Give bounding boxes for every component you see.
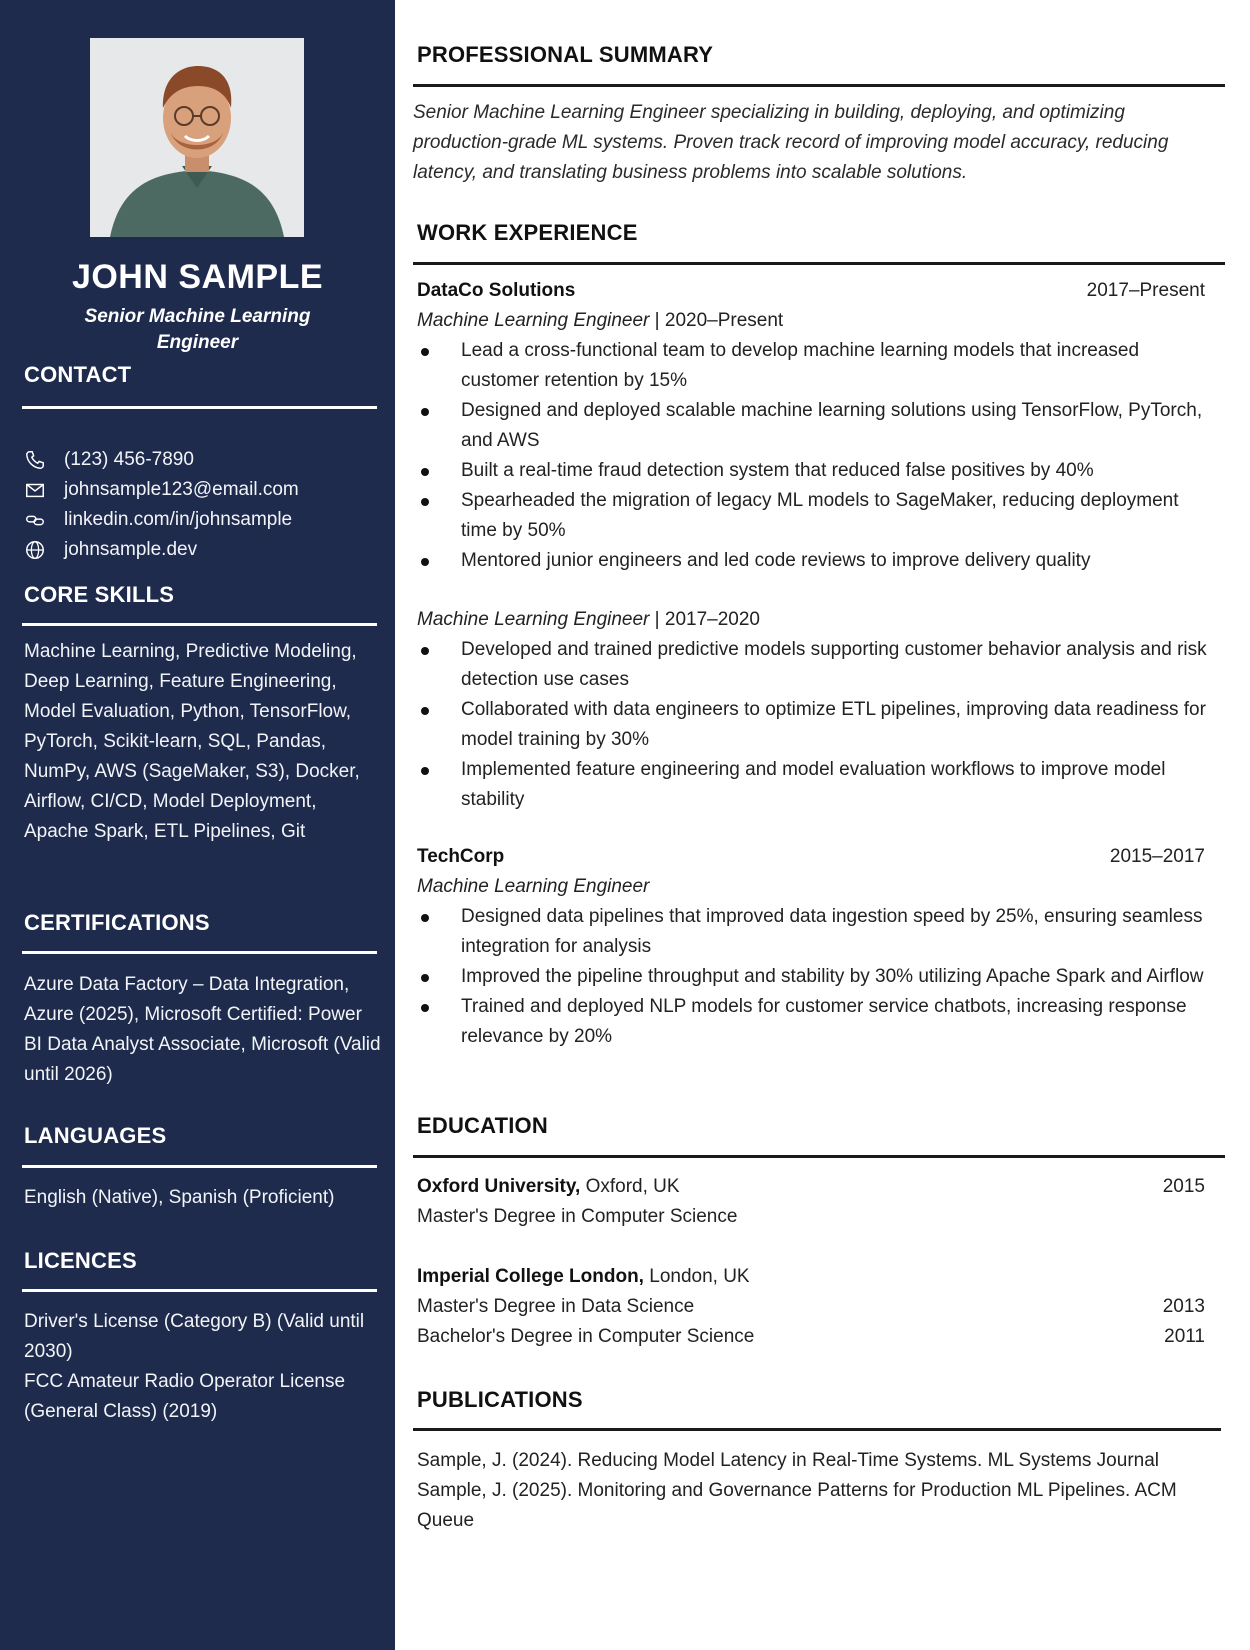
person-name: JOHN SAMPLE bbox=[71, 258, 324, 296]
phone-icon bbox=[24, 449, 46, 471]
bullet-item: Built a real-time fraud detection system that reduced false positives by 40% bbox=[417, 456, 1217, 486]
bullet-list bbox=[417, 902, 1217, 1052]
bullet-item: Improved the pipeline throughput and stability by 30% utilizing Apache Spark and Airflow bbox=[417, 962, 1217, 992]
publications-list bbox=[417, 1446, 1217, 1536]
skills-divider bbox=[22, 623, 377, 626]
role-period: 2017–2020 bbox=[664, 609, 760, 630]
degree-name: Master's Degree in Computer Science bbox=[417, 1206, 738, 1227]
person-title: Senior Machine Learning Engineer bbox=[84, 306, 311, 353]
degree-year: 2013 bbox=[1162, 1296, 1205, 1317]
bullet-list bbox=[417, 635, 1217, 815]
bullet-item: Designed data pipelines that improved data ingestion speed by 25%, ensuring seamless integration for analysis bbox=[417, 902, 1217, 962]
bullet-item: Designed and deployed scalable machine learning solutions using TensorFlow, PyTorch, and AWS bbox=[417, 396, 1217, 456]
school-year: 2015 bbox=[1162, 1176, 1205, 1197]
role-period: 2020–Present bbox=[664, 310, 784, 331]
certifications-text: Azure Data Factory – Data Integration, Azure (2025), Microsoft Certified: Power BI Data Analyst Associate, Microsoft (Valid until 2026) bbox=[24, 974, 381, 1085]
bullet-item: Lead a cross-functional team to develop machine learning models that increased customer retention by 15% bbox=[417, 336, 1217, 396]
contact-list bbox=[24, 445, 384, 565]
licence-item: FCC Amateur Radio Operator License (General Class) (2019) bbox=[24, 1371, 346, 1422]
languages-heading: LANGUAGES bbox=[24, 1123, 167, 1148]
company-name: TechCorp bbox=[417, 846, 505, 867]
experience-divider bbox=[413, 262, 1225, 265]
contact-phone[interactable] bbox=[24, 445, 384, 475]
certifications-heading: CERTIFICATIONS bbox=[24, 910, 210, 935]
profile-photo bbox=[90, 38, 304, 237]
certifications-divider bbox=[22, 951, 377, 954]
school-name: Oxford University, bbox=[417, 1176, 581, 1197]
role-line bbox=[417, 872, 1217, 902]
contact-website[interactable] bbox=[24, 535, 384, 565]
contact-linkedin[interactable] bbox=[24, 505, 384, 535]
school-imperial bbox=[417, 1262, 1217, 1352]
job-dataco-earlier-role bbox=[417, 605, 1217, 815]
summary-text: Senior Machine Learning Engineer specializing in building, deploying, and optimizing production-grade ML systems. Proven track record of improving model accuracy, reducing latency, and translating business problems into scalable solutions. bbox=[413, 102, 1169, 183]
bullet-item: Mentored junior engineers and led code reviews to improve delivery quality bbox=[417, 546, 1217, 576]
licence-item: Driver's License (Category B) (Valid until 2030) bbox=[24, 1311, 365, 1362]
mail-icon bbox=[24, 479, 46, 501]
school-oxford bbox=[417, 1172, 1217, 1232]
school-location: Oxford, UK bbox=[585, 1176, 680, 1197]
bullet-item: Implemented feature engineering and model evaluation workflows to improve model stability bbox=[417, 755, 1217, 815]
publications-divider bbox=[413, 1428, 1221, 1431]
education-divider bbox=[413, 1155, 1225, 1158]
degree-year: 2011 bbox=[1164, 1326, 1205, 1347]
bullet-item: Spearheaded the migration of legacy ML models to SageMaker, reducing deployment time by 50% bbox=[417, 486, 1217, 546]
job-dates: 2015–2017 bbox=[1109, 846, 1205, 867]
languages-text: English (Native), Spanish (Proficient) bbox=[24, 1187, 335, 1208]
publication-item: Sample, J. (2024). Reducing Model Latency in Real-Time Systems. ML Systems Journal bbox=[417, 1450, 1160, 1471]
globe-icon bbox=[24, 539, 46, 561]
contact-phone-text: (123) 456-7890 bbox=[64, 449, 194, 470]
role-line: Machine Learning Engineer | 2017–2020 bbox=[417, 609, 760, 630]
role-title: Machine Learning Engineer bbox=[417, 609, 650, 630]
bullet-item: Developed and trained predictive models supporting customer behavior analysis and risk detection use cases bbox=[417, 635, 1217, 695]
role-title: Machine Learning Engineer bbox=[417, 876, 650, 897]
sidebar bbox=[0, 0, 395, 1650]
role-title: Machine Learning Engineer bbox=[417, 310, 650, 331]
person-portrait-image bbox=[90, 38, 304, 237]
link-icon bbox=[24, 509, 46, 531]
publications-heading: PUBLICATIONS bbox=[417, 1387, 583, 1412]
summary-heading: PROFESSIONAL SUMMARY bbox=[417, 42, 714, 67]
bullet-list bbox=[417, 336, 1217, 576]
licences-divider bbox=[22, 1289, 377, 1292]
school-location: London, UK bbox=[649, 1266, 750, 1287]
education-heading: EDUCATION bbox=[417, 1113, 548, 1138]
degree-name: Master's Degree in Data Science bbox=[417, 1296, 695, 1317]
degree-name: Bachelor's Degree in Computer Science bbox=[417, 1326, 755, 1347]
role-line: Machine Learning Engineer | 2020–Present bbox=[417, 310, 784, 331]
skills-heading: CORE SKILLS bbox=[24, 582, 175, 607]
contact-email[interactable] bbox=[24, 475, 384, 505]
languages-divider bbox=[22, 1165, 377, 1168]
bullet-item: Trained and deployed NLP models for customer service chatbots, increasing response relevance by 20% bbox=[417, 992, 1217, 1052]
contact-linkedin-text: linkedin.com/in/johnsample bbox=[64, 509, 293, 530]
contact-divider bbox=[22, 406, 377, 409]
summary-divider bbox=[413, 84, 1225, 87]
job-dates: 2017–Present bbox=[1086, 280, 1205, 301]
job-dataco bbox=[417, 276, 1217, 576]
skills-text: Machine Learning, Predictive Modeling, Deep Learning, Feature Engineering, Model Evaluation, Python, TensorFlow, PyTorch, Scikit-learn, SQL, Pandas, NumPy, AWS (SageMaker, S3), Docker, Airflow, CI/CD, Model Deployment, Apache Spark, ETL Pipelines, Git bbox=[24, 641, 360, 842]
licences-list bbox=[24, 1307, 384, 1427]
bullet-item: Collaborated with data engineers to optimize ETL pipelines, improving data readiness for model training by 30% bbox=[417, 695, 1217, 755]
publication-item: Sample, J. (2025). Monitoring and Governance Patterns for Production ML Pipelines. ACM Queue bbox=[417, 1480, 1177, 1531]
experience-heading: WORK EXPERIENCE bbox=[417, 220, 638, 245]
school-name: Imperial College London, bbox=[417, 1266, 644, 1287]
contact-heading: CONTACT bbox=[24, 362, 132, 387]
licences-heading: LICENCES bbox=[24, 1248, 137, 1273]
job-techcorp bbox=[417, 842, 1217, 1052]
contact-email-text: johnsample123@email.com bbox=[64, 479, 299, 500]
contact-website-text: johnsample.dev bbox=[64, 539, 198, 560]
company-name: DataCo Solutions bbox=[417, 280, 576, 301]
